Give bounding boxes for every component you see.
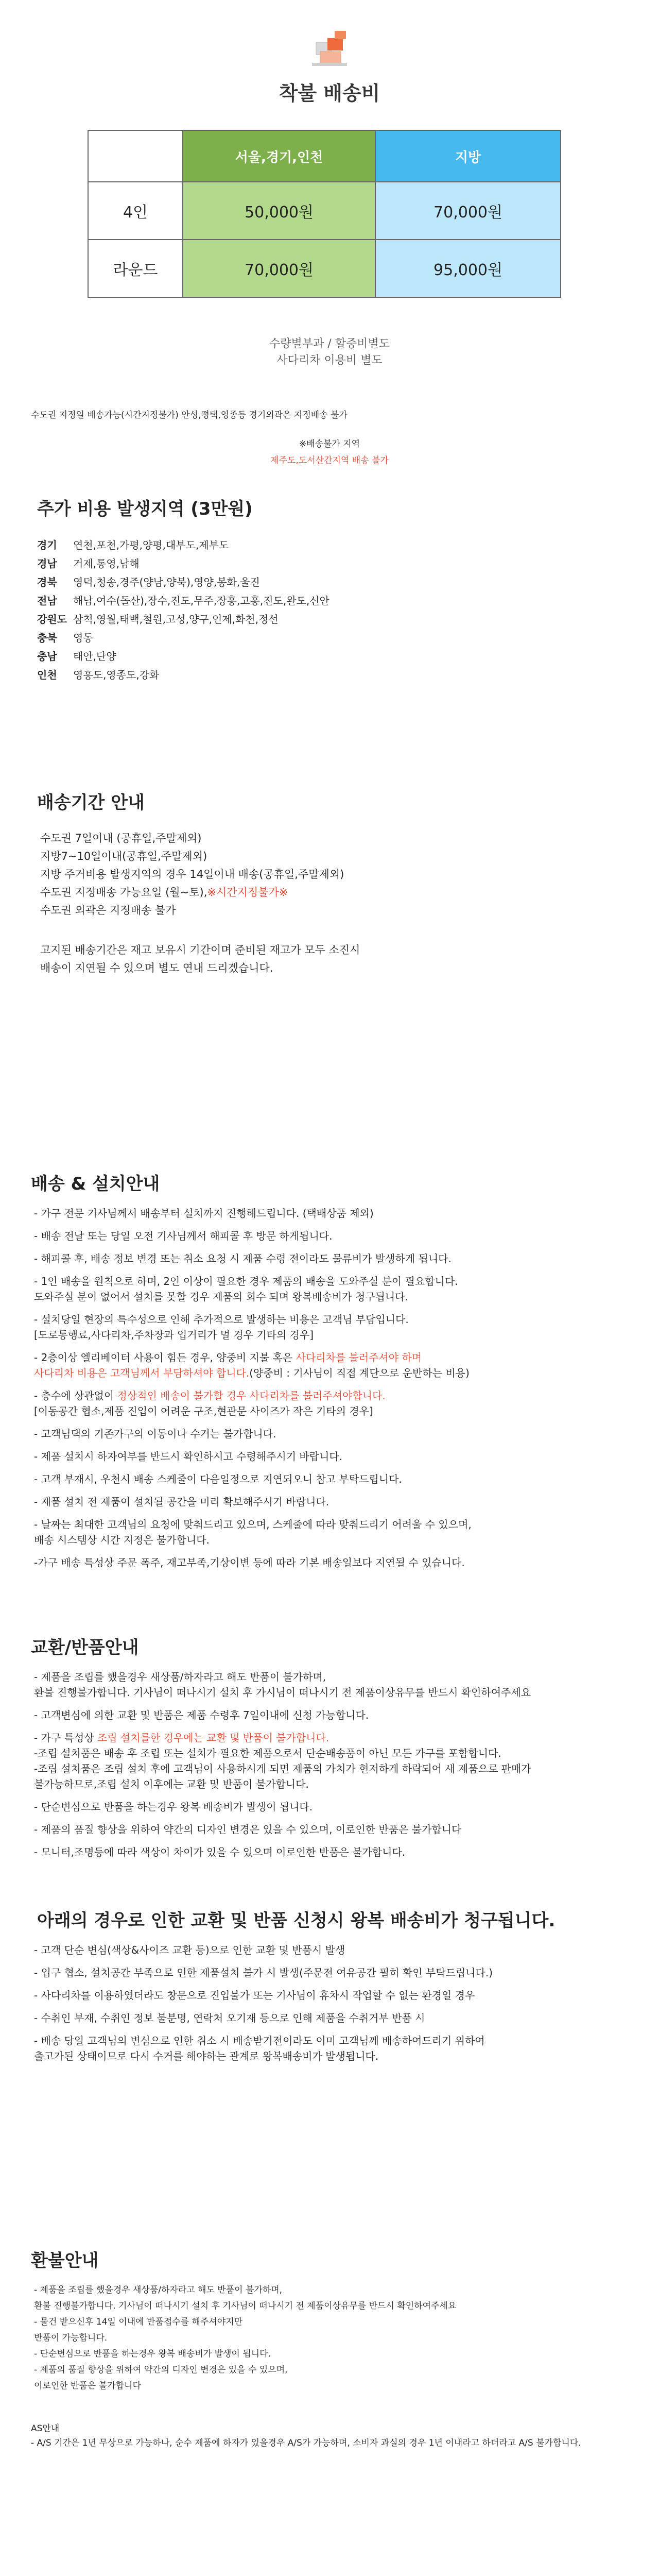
list-item [34, 2033, 493, 2064]
region-name: 경기 [37, 539, 57, 551]
page-title: 착불 배송비 [279, 82, 380, 105]
fee-header-metro: 서울,경기,인천 [183, 130, 375, 182]
list-line: 도와주실 분이 없어서 설치를 못할 경우 제품의 회수 되며 왕복배송비가 청구됩니다. [34, 1291, 408, 1303]
list-item [34, 1517, 472, 1548]
suwon-notice: 수도권 지정일 배송가능(시간지정불가) 안성,평택,영종등 경기외곽은 지정배송 불가 [31, 410, 348, 420]
list-line: - 고객 부재시, 우천시 배송 스케줄이 다음일정으로 지연되오니 참고 부탁드립니다. [34, 1473, 402, 1485]
list-item [34, 1965, 493, 1980]
fee-row-label: 4인 [88, 182, 183, 240]
list-item [34, 1822, 531, 1837]
list-line: [이동공간 협소,제품 진입이 어려운 구조,현관문 사이즈가 작은 기타의 경우] [34, 1405, 373, 1417]
delivery-lines [40, 829, 360, 977]
list-item [34, 1942, 493, 1958]
text-line: - 물건 받으신후 14일 이내에 반품접수를 해주셔야지만 [34, 2317, 243, 2327]
exchange-list [34, 1669, 531, 1867]
list-item [34, 1988, 493, 2003]
list-line: - 해피콜 후, 배송 정보 변경 또는 취소 요청 시 제품 수령 전이라도 물류비가 발생하게 됩니다. [34, 1252, 452, 1265]
list-line: - 제품의 품질 향상을 위하여 약간의 디자인 변경은 있을 수 있으며, 이로인한 반품은 불가합니다 [34, 1823, 462, 1836]
list-item [34, 1251, 472, 1266]
region-name: 충남 [37, 650, 57, 663]
list-line: - 제품 설치시 하자여부를 반드시 확인하시고 수령해주시기 바랍니다. [34, 1450, 343, 1463]
surcharge-row [37, 629, 93, 647]
list-line: - 단순변심으로 반품을 하는경우 왕복 배송비가 발생이 됩니다. [34, 1801, 313, 1813]
surcharge-row [37, 536, 229, 554]
list-line: - 입구 협소, 설치공간 부족으로 인한 제품설치 불가 시 발생(주문전 여유공간 필히 확인 부탁드립니다.) [34, 1967, 493, 1979]
list-line: 불가능하므로,조립 설치 이후에는 교환 및 반품이 불가합니다. [34, 1778, 309, 1790]
text-line: - 제품을 조립를 했을경우 새상품/하자라고 해도 반품이 불가하며, [34, 2285, 283, 2295]
as-title: AS안내 [31, 2424, 60, 2434]
list-item [34, 1350, 472, 1381]
region-name: 전남 [37, 595, 57, 607]
list-item [34, 1669, 531, 1700]
region-places: 연천,포천,가평,양평,대부도,제부도 [73, 539, 229, 551]
table-row [88, 182, 561, 240]
list-line: - 배송 당일 고객님의 변심으로 인한 취소 시 배송받기전이라도 이미 고객님께 배송하여드리기 위하여 [34, 2035, 485, 2047]
fee-cell: 95,000원 [375, 240, 561, 297]
fee-note: 사다리차 이용비 별도 [276, 354, 383, 367]
surcharge-row [37, 666, 159, 684]
region-name: 경북 [37, 576, 57, 588]
list-item [34, 1799, 531, 1815]
fee-cell: 70,000원 [183, 240, 375, 297]
delivery-line: 지방7~10일이내(공휴일,주말제외) [40, 850, 207, 862]
list-line: - 가구 전문 기사님께서 배송부터 설치까지 진행해드립니다. (택배상품 제외) [34, 1207, 374, 1219]
list-item [34, 2010, 493, 2026]
list-line: - 고객님댁의 기존가구의 이동이나 수거는 불가합니다. [34, 1428, 276, 1440]
fee-cell: 50,000원 [183, 182, 375, 240]
roundtrip-list [34, 1942, 493, 2071]
list-line: - 층수에 상관없이 정상적인 배송이 불가할 경우 사다리차를 불러주셔야합니다. [34, 1389, 386, 1402]
list-line: -조립 설치품은 조립 설치 후에 고객님이 사용하시게 되면 제품의 가치가 현저하게 하락되어 새 제품으로 판매가 [34, 1762, 531, 1775]
list-line: - 고객 단순 변심(색상&사이즈 교환 등)으로 인한 교환 및 반품시 발생 [34, 1944, 345, 1956]
surcharge-row [37, 573, 260, 591]
list-item [34, 1274, 472, 1304]
list-line: - 모니터,조명등에 따라 색상이 차이가 있을 수 있으며 이로인한 반품은 불가합니다. [34, 1846, 406, 1858]
table-row [88, 240, 561, 297]
region-name: 경남 [37, 557, 57, 570]
delivery-note: 고지된 배송기간은 재고 보유시 기간이며 준비된 재고가 모두 소진시 [40, 944, 360, 956]
region-places: 영덕,청송,경주(양남,양북),영양,봉화,울진 [73, 576, 260, 588]
list-line: - 배송 전날 또는 당일 오전 기사님께서 해피콜 후 방문 하게됩니다. [34, 1230, 333, 1242]
highlight-text: 조립 설치를한 경우에는 교환 및 반품이 불가합니다. [97, 1732, 330, 1744]
list-line: - 가구 특성상 조립 설치를한 경우에는 교환 및 반품이 불가합니다. [34, 1732, 330, 1744]
box-stack-icon [305, 27, 354, 68]
region-name: 인천 [37, 669, 57, 681]
surcharge-row [37, 647, 116, 666]
highlight-text: 사다리차 비용은 고객님께서 부담하셔야 합니다. [34, 1367, 250, 1379]
fee-table [88, 130, 561, 298]
list-item [34, 1206, 472, 1221]
region-places: 영흥도,영종도,강화 [73, 669, 160, 681]
list-line: -조립 설치품은 배송 후 조립 또는 설치가 필요한 제품으로서 단순배송품이 아닌 모든 가구를 포함합니다. [34, 1747, 501, 1759]
list-line: 출고가된 상태이므로 다시 수거를 해야하는 관계로 왕복배송비가 발생됩니다. [34, 2050, 379, 2062]
text-line: - 제품의 품질 향상을 위하여 약간의 디자인 변경은 있을 수 있으며, [34, 2365, 288, 2375]
list-line: - 사다리차를 이용하였더라도 창문으로 진입불가 또는 기사님이 휴차시 작업할 수 없는 환경일 경우 [34, 1989, 475, 2002]
text-line: 이로인한 반품은 불가합니다 [34, 2381, 141, 2391]
fee-row-label: 라운드 [88, 240, 183, 297]
delivery-line: 수도권 지정배송 가능요일 (월~토),※시간지정불가※ [40, 886, 288, 899]
list-line: - 고객변심에 의한 교환 및 반품은 제품 수령후 7일이내에 신청 가능합니다. [34, 1709, 369, 1721]
no-time-notice: ※시간지정불가※ [207, 886, 288, 899]
region-places: 거제,통영,남해 [73, 557, 140, 570]
fee-cell: 70,000원 [375, 182, 561, 240]
delivery-line: 지방 주거비용 발생지역의 경우 14일이내 배송(공휴일,주말제외) [40, 868, 344, 880]
fee-header-rural: 지방 [375, 130, 561, 182]
delivery-line: 수도권 7일이내 (공휴일,주말제외) [40, 832, 202, 844]
region-places: 삼척,영월,태백,철원,고성,양구,인제,화천,정선 [73, 613, 279, 625]
list-item [34, 1707, 531, 1723]
list-line: 배송 시스템상 시간 지정은 불가합니다. [34, 1534, 210, 1546]
list-item [34, 1228, 472, 1244]
list-item [34, 1471, 472, 1487]
list-line: -가구 배송 특성상 주문 폭주, 재고부족,기상이변 등에 따라 기본 배송일보다 지연될 수 있습니다. [34, 1556, 465, 1569]
list-item [34, 1494, 472, 1510]
list-line: - 제품을 조립를 했을경우 새상품/하자라고 해도 반품이 불가하며, [34, 1671, 326, 1683]
list-line: - 2층이상 엘리베이터 사용이 힘든 경우, 양중비 지불 혹은 사다리차를 불러주셔야 하며 [34, 1351, 422, 1364]
list-line: 사다리차 비용은 고객님께서 부담하셔야 합니다.(양중비 : 기사님이 직접 계단으로 운반하는 비용) [34, 1367, 470, 1379]
list-item [34, 1449, 472, 1464]
refund-title: 환불안내 [31, 2250, 99, 2271]
list-item [34, 1555, 472, 1570]
highlight-text: 사다리차를 불러주셔야 하며 [296, 1351, 422, 1364]
install-list [34, 1206, 472, 1578]
region-name: 강원도 [37, 613, 67, 625]
fee-table-corner [88, 130, 183, 182]
install-title: 배송 & 설치안내 [31, 1174, 160, 1194]
refund-lines [34, 2282, 456, 2394]
designated-regions: 제주도,도서산간지역 배송 불가 [270, 455, 389, 466]
surcharge-title: 추가 비용 발생지역 (3만원) [37, 499, 253, 519]
list-line: - 제품 설치 전 제품이 설치될 공간을 미리 확보해주시기 바랍니다. [34, 1496, 330, 1508]
designated-title: ※배송불가 지역 [299, 439, 360, 449]
text-line: 반품이 가능합니다. [34, 2333, 108, 2343]
exchange-title: 교환/반품안내 [31, 1637, 139, 1658]
region-places: 태안,단양 [73, 650, 116, 663]
list-line: 환불 진행불가합니다. 기사님이 떠나시기 설치 후 가시님이 떠나시기 전 제품이상유무를 반드시 확인하여주세요 [34, 1686, 531, 1699]
region-places: 영동 [73, 632, 93, 644]
delivery-line: 수도권 외곽은 지정배송 불가 [40, 904, 176, 917]
delivery-note: 배송이 지연될 수 있으며 별도 연내 드리겠습니다. [40, 962, 273, 974]
surcharge-row [37, 610, 279, 629]
list-item [34, 1426, 472, 1442]
list-item [34, 1844, 531, 1860]
list-line: - 날짜는 최대한 고객님의 요청에 맞춰드리고 있으며, 스케줄에 따라 맞춰드리기 어려울 수 있으며, [34, 1518, 472, 1531]
highlight-text: 정상적인 배송이 불가할 경우 사다리차를 불러주셔야합니다. [117, 1389, 386, 1402]
text-line: 환불 진행불가합니다. 기사님이 떠나시기 설치 후 기사님이 떠나시기 전 제품이상유무를 반드시 확인하여주세요 [34, 2301, 457, 2311]
as-line: - A/S 기간은 1년 무상으로 가능하나, 순수 제품에 하자가 있을경우 A/S가 가능하며, 소비자 과실의 경우 1년 이내라고 하더라고 A/S 불가합니다. [31, 2438, 581, 2448]
region-places: 해남,여수(돌산),장수,진도,무주,장흥,고흥,진도,완도,신안 [73, 595, 330, 607]
list-line: [도로통행료,사다리차,주차장과 입거리가 멀 경우 기타의 경우] [34, 1329, 314, 1341]
roundtrip-title: 아래의 경우로 인한 교환 및 반품 신청시 왕복 배송비가 청구됩니다. [37, 1910, 556, 1931]
list-item [34, 1312, 472, 1343]
delivery-title: 배송기간 안내 [37, 792, 145, 813]
list-item [34, 1388, 472, 1419]
region-name: 충북 [37, 632, 57, 644]
text-line: - 단순변심으로 반품을 하는경우 왕복 배송비가 발생이 됩니다. [34, 2349, 271, 2359]
list-line: - 1인 배송을 원칙으로 하며, 2인 이상이 필요한 경우 제품의 배송을 도와주실 분이 필요합니다. [34, 1275, 458, 1287]
fee-note: 수량별부과 / 할증비별도 [269, 337, 390, 350]
list-line: - 수취인 부재, 수취인 정보 불분명, 연락처 오기재 등으로 인해 제품을 수취거부 반품 시 [34, 2012, 425, 2024]
surcharge-row [37, 554, 140, 573]
surcharge-row [37, 591, 330, 610]
list-item [34, 1730, 531, 1792]
list-line: - 설치당일 현장의 특수성으로 인해 추가적으로 발생하는 비용은 고객님 부담입니다. [34, 1313, 409, 1326]
